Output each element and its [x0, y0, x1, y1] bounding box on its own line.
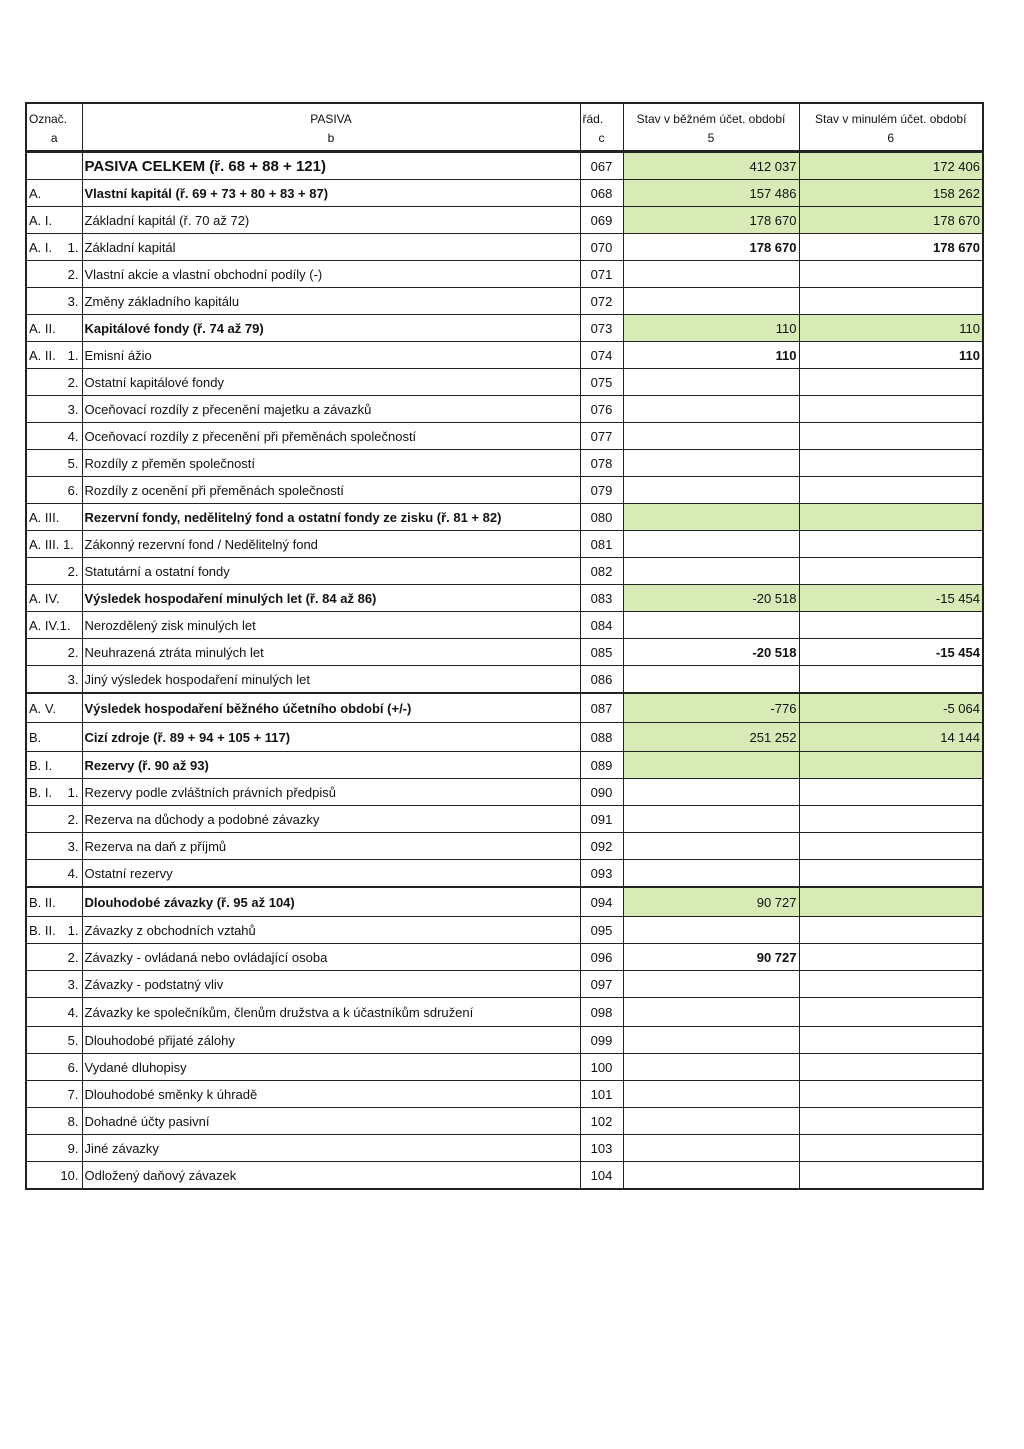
- row-description: Změny základního kapitálu: [82, 288, 580, 315]
- row-line-number: 077: [580, 423, 623, 450]
- row-previous-period-value: 178 670: [799, 207, 983, 234]
- row-current-period-value: [623, 1081, 799, 1108]
- row-line-number: 104: [580, 1162, 623, 1190]
- row-line-number: 098: [580, 998, 623, 1027]
- table-row: [26, 531, 983, 558]
- row-description: Emisní ážio: [82, 342, 580, 369]
- row-oznac: [26, 261, 82, 288]
- row-item-number: 4.: [67, 428, 79, 444]
- row-oznac: [26, 477, 82, 504]
- row-line-number: 071: [580, 261, 623, 288]
- row-oznac: [26, 666, 82, 694]
- table-row: [26, 585, 983, 612]
- row-description: Nerozdělený zisk minulých let: [82, 612, 580, 639]
- row-previous-period-value: [799, 396, 983, 423]
- row-previous-period-value: [799, 944, 983, 971]
- row-description: Základní kapitál: [82, 234, 580, 261]
- balance-sheet-pasiva-table: [25, 102, 984, 1190]
- table-row: [26, 998, 983, 1027]
- row-previous-period-value: [799, 369, 983, 396]
- row-line-number: 088: [580, 723, 623, 752]
- row-oznac: [26, 998, 82, 1027]
- row-line-number: 080: [580, 504, 623, 531]
- row-oznac-code: A. IV.1.: [29, 617, 71, 633]
- row-description: Jiný výsledek hospodaření minulých let: [82, 666, 580, 694]
- row-description: Zákonný rezervní fond / Nedělitelný fond: [82, 531, 580, 558]
- row-current-period-value: [623, 917, 799, 944]
- row-oznac: [26, 585, 82, 612]
- row-item-number: 6.: [67, 1059, 79, 1075]
- row-oznac-code: A. II.: [29, 347, 56, 363]
- row-previous-period-value: [799, 1108, 983, 1135]
- row-current-period-value: [623, 779, 799, 806]
- row-line-number: 096: [580, 944, 623, 971]
- row-oznac-code: B.: [29, 729, 42, 745]
- table-row: [26, 1108, 983, 1135]
- row-oznac: [26, 833, 82, 860]
- row-current-period-value: [623, 477, 799, 504]
- row-line-number: 081: [580, 531, 623, 558]
- row-oznac: [26, 207, 82, 234]
- row-description: Ostatní rezervy: [82, 860, 580, 888]
- row-item-number: 2.: [67, 266, 79, 282]
- row-description: Základní kapitál (ř. 70 až 72): [82, 207, 580, 234]
- table-row: [26, 152, 983, 180]
- row-previous-period-value: [799, 1027, 983, 1054]
- row-oznac: [26, 423, 82, 450]
- row-oznac: [26, 944, 82, 971]
- row-current-period-value: [623, 752, 799, 779]
- row-current-period-value: [623, 666, 799, 694]
- row-oznac: [26, 723, 82, 752]
- row-oznac: [26, 1162, 82, 1190]
- row-previous-period-value: [799, 998, 983, 1027]
- row-current-period-value: [623, 558, 799, 585]
- row-item-number: 4.: [67, 865, 79, 881]
- row-previous-period-value: [799, 887, 983, 917]
- header-previous-period: Stav v minulém účet. období: [799, 103, 983, 126]
- table-row: [26, 207, 983, 234]
- table-row: [26, 779, 983, 806]
- row-current-period-value: [623, 1135, 799, 1162]
- row-oznac-code: B. II.: [29, 922, 56, 938]
- row-current-period-value: [623, 860, 799, 888]
- row-description: Vydané dluhopisy: [82, 1054, 580, 1081]
- row-previous-period-value: [799, 450, 983, 477]
- row-previous-period-value: [799, 558, 983, 585]
- table-row: [26, 477, 983, 504]
- row-line-number: 093: [580, 860, 623, 888]
- row-previous-period-value: -15 454: [799, 585, 983, 612]
- row-line-number: 078: [580, 450, 623, 477]
- row-item-number: 4.: [67, 1004, 79, 1020]
- row-previous-period-value: 14 144: [799, 723, 983, 752]
- row-item-number: 3.: [67, 671, 79, 687]
- row-current-period-value: [623, 833, 799, 860]
- row-current-period-value: 251 252: [623, 723, 799, 752]
- row-line-number: 083: [580, 585, 623, 612]
- row-previous-period-value: [799, 477, 983, 504]
- row-item-number: 2.: [67, 811, 79, 827]
- row-oznac-code: A. V.: [29, 700, 56, 716]
- row-line-number: 076: [580, 396, 623, 423]
- row-previous-period-value: [799, 917, 983, 944]
- row-oznac: [26, 1027, 82, 1054]
- row-current-period-value: 90 727: [623, 944, 799, 971]
- row-current-period-value: [623, 450, 799, 477]
- row-oznac-code: A.: [29, 185, 42, 201]
- row-current-period-value: [623, 806, 799, 833]
- row-description: Dlouhodobé závazky (ř. 95 až 104): [82, 887, 580, 917]
- row-previous-period-value: [799, 860, 983, 888]
- row-current-period-value: [623, 531, 799, 558]
- row-current-period-value: [623, 1027, 799, 1054]
- row-description: Vlastní kapitál (ř. 69 + 73 + 80 + 83 + 87): [82, 180, 580, 207]
- row-previous-period-value: [799, 612, 983, 639]
- table-row: [26, 693, 983, 723]
- row-item-number: 5.: [67, 1032, 79, 1048]
- row-description: Oceňovací rozdíly z přecenění majetku a závazků: [82, 396, 580, 423]
- row-item-number: 9.: [67, 1140, 79, 1156]
- header-pasiva: PASIVA: [82, 103, 580, 126]
- row-current-period-value: [623, 423, 799, 450]
- table-row: [26, 612, 983, 639]
- row-description: Závazky - podstatný vliv: [82, 971, 580, 998]
- table-row: [26, 288, 983, 315]
- row-description: Rezervy podle zvláštních právních předpisů: [82, 779, 580, 806]
- row-item-number: 1.: [67, 239, 79, 255]
- row-current-period-value: [623, 369, 799, 396]
- row-oznac: [26, 531, 82, 558]
- row-item-number: 7.: [67, 1086, 79, 1102]
- table-row: [26, 1162, 983, 1190]
- header-oznac-sub: a: [26, 126, 82, 152]
- table-row: [26, 396, 983, 423]
- row-previous-period-value: [799, 288, 983, 315]
- row-line-number: 103: [580, 1135, 623, 1162]
- row-current-period-value: -20 518: [623, 585, 799, 612]
- table-row: [26, 261, 983, 288]
- row-item-number: 3.: [67, 293, 79, 309]
- header-rad-sub: c: [580, 126, 623, 152]
- table-row: [26, 423, 983, 450]
- row-oznac: [26, 752, 82, 779]
- row-oznac: [26, 1108, 82, 1135]
- table-row: [26, 806, 983, 833]
- header-previous-period-sub: 6: [799, 126, 983, 152]
- row-oznac: [26, 396, 82, 423]
- row-line-number: 082: [580, 558, 623, 585]
- row-line-number: 073: [580, 315, 623, 342]
- row-oznac: [26, 450, 82, 477]
- table-row: [26, 666, 983, 694]
- row-oznac: [26, 315, 82, 342]
- row-current-period-value: [623, 504, 799, 531]
- row-line-number: 097: [580, 971, 623, 998]
- table-row: [26, 860, 983, 888]
- row-previous-period-value: [799, 531, 983, 558]
- row-description: Odložený daňový závazek: [82, 1162, 580, 1190]
- table-row: [26, 315, 983, 342]
- table-row: [26, 342, 983, 369]
- row-previous-period-value: -15 454: [799, 639, 983, 666]
- row-description: Kapitálové fondy (ř. 74 až 79): [82, 315, 580, 342]
- row-previous-period-value: [799, 806, 983, 833]
- row-current-period-value: 157 486: [623, 180, 799, 207]
- row-description: Neuhrazená ztráta minulých let: [82, 639, 580, 666]
- row-oznac: [26, 693, 82, 723]
- row-previous-period-value: [799, 971, 983, 998]
- row-previous-period-value: [799, 1054, 983, 1081]
- row-description: Dlouhodobé přijaté zálohy: [82, 1027, 580, 1054]
- row-item-number: 3.: [67, 976, 79, 992]
- row-previous-period-value: [799, 779, 983, 806]
- row-line-number: 075: [580, 369, 623, 396]
- row-line-number: 068: [580, 180, 623, 207]
- row-current-period-value: -20 518: [623, 639, 799, 666]
- row-current-period-value: 90 727: [623, 887, 799, 917]
- row-oznac: [26, 806, 82, 833]
- row-oznac: [26, 917, 82, 944]
- row-line-number: 095: [580, 917, 623, 944]
- table-row: [26, 944, 983, 971]
- row-previous-period-value: [799, 833, 983, 860]
- row-line-number: 089: [580, 752, 623, 779]
- header-rad: řád.: [580, 103, 623, 126]
- row-description: Závazky ke společníkům, členům družstva a k účastníkům sdružení: [82, 998, 580, 1027]
- table-body: [26, 152, 983, 1190]
- row-oznac: [26, 234, 82, 261]
- row-item-number: 2.: [67, 374, 79, 390]
- row-current-period-value: [623, 971, 799, 998]
- row-description: Výsledek hospodaření minulých let (ř. 84 až 86): [82, 585, 580, 612]
- row-description: Oceňovací rozdíly z přecenění při přeměnách společností: [82, 423, 580, 450]
- row-oznac: [26, 639, 82, 666]
- row-oznac-code: B. I.: [29, 757, 53, 773]
- row-item-number: 8.: [67, 1113, 79, 1129]
- row-current-period-value: [623, 998, 799, 1027]
- row-item-number: 3.: [67, 838, 79, 854]
- row-current-period-value: 412 037: [623, 152, 799, 180]
- row-line-number: 092: [580, 833, 623, 860]
- row-line-number: 085: [580, 639, 623, 666]
- row-description: Vlastní akcie a vlastní obchodní podíly (-): [82, 261, 580, 288]
- row-oznac-code: A. I.: [29, 212, 53, 228]
- row-oznac: [26, 342, 82, 369]
- row-oznac: [26, 1081, 82, 1108]
- table-row: [26, 1027, 983, 1054]
- row-description: PASIVA CELKEM (ř. 68 + 88 + 121): [82, 152, 580, 180]
- row-current-period-value: 110: [623, 315, 799, 342]
- row-line-number: 094: [580, 887, 623, 917]
- row-previous-period-value: 178 670: [799, 234, 983, 261]
- row-previous-period-value: 110: [799, 342, 983, 369]
- row-previous-period-value: 158 262: [799, 180, 983, 207]
- row-oznac: [26, 180, 82, 207]
- row-current-period-value: -776: [623, 693, 799, 723]
- row-oznac: [26, 1135, 82, 1162]
- table-row: [26, 887, 983, 917]
- row-line-number: 102: [580, 1108, 623, 1135]
- row-current-period-value: [623, 1054, 799, 1081]
- header-pasiva-sub: b: [82, 126, 580, 152]
- row-description: Rozdíly z ocenění při přeměnách společností: [82, 477, 580, 504]
- table-row: [26, 639, 983, 666]
- row-description: Závazky - ovládaná nebo ovládající osoba: [82, 944, 580, 971]
- row-oznac-code: A. II.: [29, 320, 56, 336]
- row-line-number: 099: [580, 1027, 623, 1054]
- row-current-period-value: 178 670: [623, 207, 799, 234]
- table-row: [26, 833, 983, 860]
- row-line-number: 101: [580, 1081, 623, 1108]
- row-current-period-value: 110: [623, 342, 799, 369]
- row-description: Dohadné účty pasivní: [82, 1108, 580, 1135]
- row-oznac: [26, 971, 82, 998]
- row-description: Rezerva na daň z příjmů: [82, 833, 580, 860]
- row-description: Statutární a ostatní fondy: [82, 558, 580, 585]
- row-oznac: [26, 1054, 82, 1081]
- row-line-number: 070: [580, 234, 623, 261]
- table-row: [26, 1054, 983, 1081]
- header-oznac: Označ.: [26, 103, 82, 126]
- row-description: Rezervní fondy, nedělitelný fond a ostatní fondy ze zisku (ř. 81 + 82): [82, 504, 580, 531]
- row-current-period-value: [623, 1162, 799, 1190]
- row-item-number: 2.: [67, 644, 79, 660]
- row-item-number: 10.: [60, 1167, 79, 1183]
- row-previous-period-value: 172 406: [799, 152, 983, 180]
- row-previous-period-value: [799, 423, 983, 450]
- row-item-number: 2.: [67, 563, 79, 579]
- row-oznac: [26, 558, 82, 585]
- row-previous-period-value: 110: [799, 315, 983, 342]
- table-row: [26, 450, 983, 477]
- row-oznac-code: A. I.: [29, 239, 53, 255]
- row-line-number: 074: [580, 342, 623, 369]
- row-oznac: [26, 887, 82, 917]
- row-oznac-code: A. III. 1.: [29, 536, 74, 552]
- row-oznac: [26, 612, 82, 639]
- row-line-number: 090: [580, 779, 623, 806]
- row-description: Ostatní kapitálové fondy: [82, 369, 580, 396]
- table-row: [26, 558, 983, 585]
- row-previous-period-value: -5 064: [799, 693, 983, 723]
- row-description: Rozdíly z přeměn společností: [82, 450, 580, 477]
- row-description: Závazky z obchodních vztahů: [82, 917, 580, 944]
- row-oznac: [26, 860, 82, 888]
- row-description: Cizí zdroje (ř. 89 + 94 + 105 + 117): [82, 723, 580, 752]
- table-row: [26, 752, 983, 779]
- row-item-number: 1.: [67, 347, 79, 363]
- header-current-period: Stav v běžném účet. období: [623, 103, 799, 126]
- table-row: [26, 234, 983, 261]
- table-row: [26, 504, 983, 531]
- row-line-number: 086: [580, 666, 623, 694]
- row-current-period-value: [623, 261, 799, 288]
- row-oznac-code: B. I.: [29, 784, 53, 800]
- row-previous-period-value: [799, 261, 983, 288]
- row-current-period-value: 178 670: [623, 234, 799, 261]
- row-current-period-value: [623, 1108, 799, 1135]
- row-previous-period-value: [799, 752, 983, 779]
- row-description: Jiné závazky: [82, 1135, 580, 1162]
- row-previous-period-value: [799, 1081, 983, 1108]
- row-oznac-code: A. IV.: [29, 590, 60, 606]
- row-previous-period-value: [799, 666, 983, 694]
- row-line-number: 087: [580, 693, 623, 723]
- row-item-number: 6.: [67, 482, 79, 498]
- row-line-number: 084: [580, 612, 623, 639]
- row-previous-period-value: [799, 1135, 983, 1162]
- row-oznac-code: A. III.: [29, 509, 60, 525]
- row-current-period-value: [623, 288, 799, 315]
- row-oznac: [26, 288, 82, 315]
- row-line-number: 067: [580, 152, 623, 180]
- row-oznac: [26, 369, 82, 396]
- row-oznac: [26, 779, 82, 806]
- row-line-number: 072: [580, 288, 623, 315]
- row-item-number: 1.: [67, 922, 79, 938]
- row-description: Dlouhodobé směnky k úhradě: [82, 1081, 580, 1108]
- table-row: [26, 1135, 983, 1162]
- row-item-number: 3.: [67, 401, 79, 417]
- table-row: [26, 723, 983, 752]
- row-line-number: 100: [580, 1054, 623, 1081]
- row-previous-period-value: [799, 1162, 983, 1190]
- row-item-number: 5.: [67, 455, 79, 471]
- row-description: Rezervy (ř. 90 až 93): [82, 752, 580, 779]
- table-row: [26, 180, 983, 207]
- row-current-period-value: [623, 612, 799, 639]
- row-description: Rezerva na důchody a podobné závazky: [82, 806, 580, 833]
- row-oznac: [26, 152, 82, 180]
- table-row: [26, 1081, 983, 1108]
- row-description: Výsledek hospodaření běžného účetního období (+/-): [82, 693, 580, 723]
- row-line-number: 079: [580, 477, 623, 504]
- header-current-period-sub: 5: [623, 126, 799, 152]
- row-item-number: 2.: [67, 949, 79, 965]
- row-oznac-code: B. II.: [29, 894, 56, 910]
- row-previous-period-value: [799, 504, 983, 531]
- table-row: [26, 917, 983, 944]
- row-item-number: 1.: [67, 784, 79, 800]
- table-row: [26, 971, 983, 998]
- row-oznac: [26, 504, 82, 531]
- table-row: [26, 369, 983, 396]
- row-line-number: 069: [580, 207, 623, 234]
- row-line-number: 091: [580, 806, 623, 833]
- row-current-period-value: [623, 396, 799, 423]
